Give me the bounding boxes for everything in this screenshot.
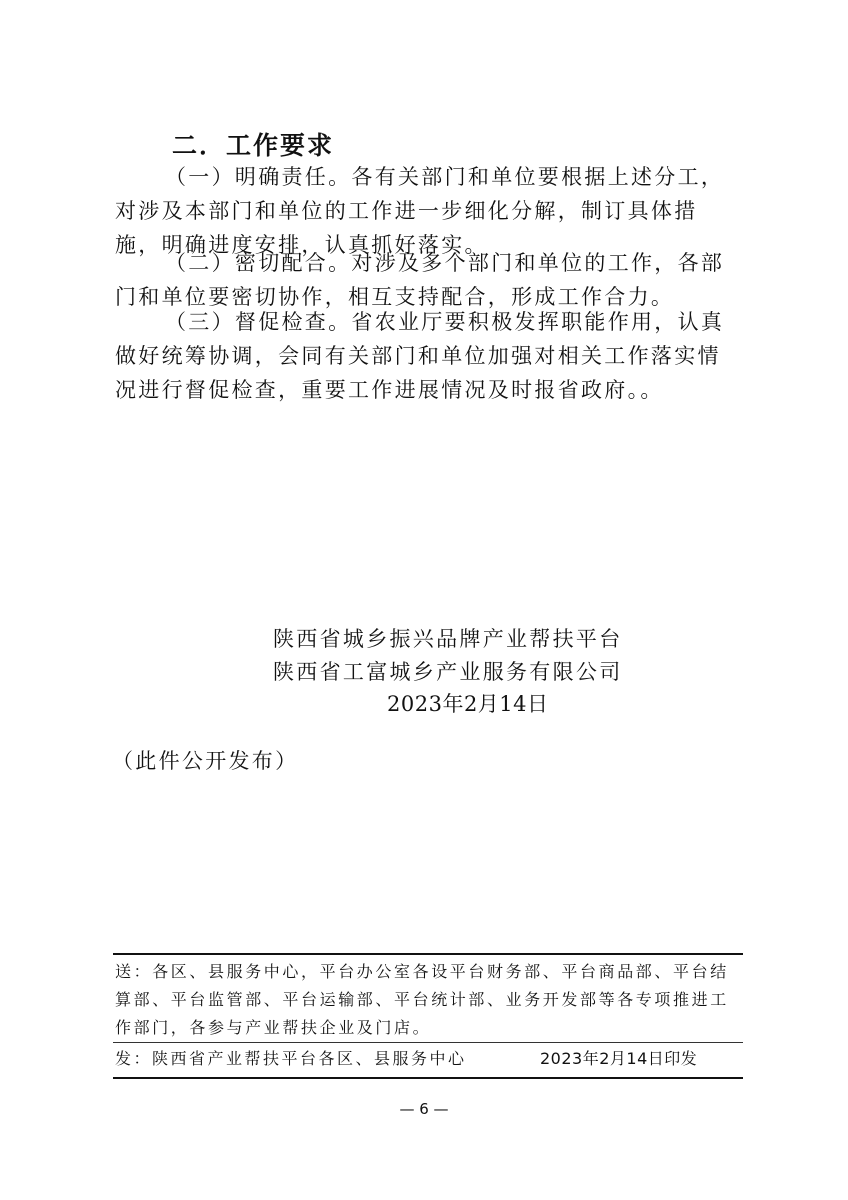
footer-bottom-rule <box>113 1077 743 1079</box>
page-number: — 6 — <box>399 1100 449 1118</box>
signatory-platform: 陕西省城乡振兴品牌产业帮扶平台 <box>273 627 623 651</box>
signature-date: 2023年2月14日 <box>387 692 549 716</box>
signatory-company: 陕西省工富城乡产业服务有限公司 <box>273 660 623 684</box>
paragraph-cooperation: （二）密切配合。对涉及多个部门和单位的工作，各部门和单位要密切协作，相互支持配合，形成工作合力。 <box>115 251 725 309</box>
issued-date: 2023年2月14日印发 <box>540 1049 698 1068</box>
footer-middle-rule <box>113 1042 743 1043</box>
paragraph-supervision: （三）督促检查。省农业厅要积极发挥职能作用，认真做好统筹协调，会同有关部门和单位加强对相关工作落实情况进行督促检查，重要工作进展情况及时报省政府。。 <box>115 310 725 402</box>
footer-top-rule <box>113 953 743 955</box>
paragraph-responsibility: （一）明确责任。各有关部门和单位要根据上述分工，对涉及本部门和单位的工作进一步细化分解，制订具体措施，明确进度安排，认真抓好落实。 <box>115 165 725 257</box>
distribution-list: 送：各区、县服务中心，平台办公室各设平台财务部、平台商品部、平台结算部、平台监管部、平台运输部、平台统计部、业务开发部等各专项推进工作部门，各参与产业帮扶企业及门店。 <box>115 962 729 1037</box>
issued-by: 发：陕西省产业帮扶平台各区、县服务中心 <box>115 1049 467 1068</box>
section-heading: 二．工作要求 <box>172 131 335 160</box>
public-release-note: （此件公开发布） <box>112 749 299 773</box>
